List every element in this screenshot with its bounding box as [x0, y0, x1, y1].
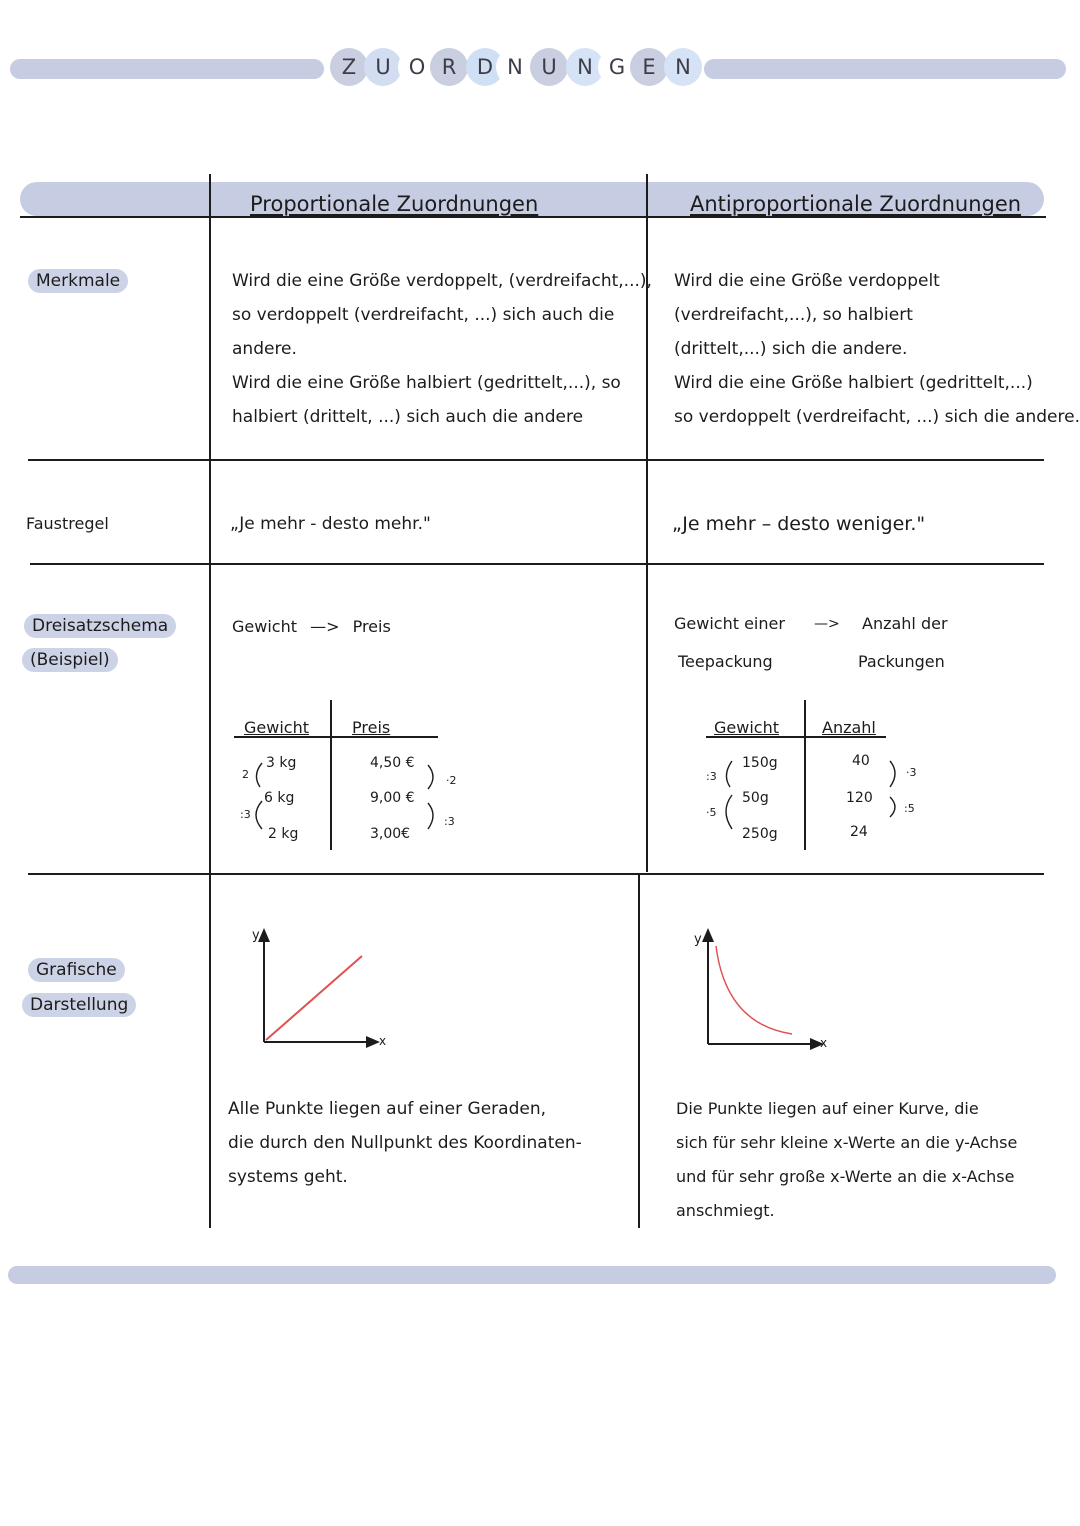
graph-prop-axis-y: y	[252, 928, 260, 943]
title-letter: U	[364, 48, 402, 86]
text-line: (verdreifacht,...), so halbiert	[674, 305, 913, 325]
title-bar-left	[10, 59, 324, 79]
text-line: Wird die eine Größe verdoppelt, (verdreifacht,...),	[232, 271, 652, 291]
dreisatz-prop-left-value: 2 kg	[268, 826, 299, 842]
dreisatz-anti-right-value: 120	[846, 790, 873, 806]
graph-proportional	[248, 924, 398, 1054]
row-label-beispiel: (Beispiel)	[22, 648, 118, 672]
text-line: Die Punkte liegen auf einer Kurve, die	[676, 1099, 979, 1118]
title-letter: U	[530, 48, 568, 86]
dreisatz-prop-left-op: 2	[242, 768, 249, 781]
mapping-from: Gewicht	[232, 617, 297, 636]
title-letter: N	[664, 48, 702, 86]
table-divider-left	[209, 174, 211, 1228]
dreisatz-anti-left-value: 250g	[742, 826, 778, 842]
text-line: und für sehr große x-Werte an die x-Achse	[676, 1167, 1015, 1186]
faustregel-antiproportional: „Je mehr – desto weniger."	[672, 513, 926, 535]
dreisatz-anti-mapping-to-1: Anzahl der	[862, 614, 948, 633]
title-letter: G	[598, 48, 636, 86]
text-line: so verdoppelt (verdreifacht, ...) sich die andere.	[674, 407, 1080, 427]
row-label-darstellung: Darstellung	[22, 993, 136, 1017]
dreisatz-anti-left-op: ·5	[706, 806, 717, 819]
title-letter: R	[430, 48, 468, 86]
header-underline	[20, 216, 1046, 218]
text-line: so verdoppelt (verdreifacht, ...) sich auch die	[232, 305, 615, 325]
row-divider-2	[30, 563, 1044, 565]
text-line: sich für sehr kleine x-Werte an die y-Achse	[676, 1133, 1018, 1152]
dreisatz-anti-col2: Anzahl	[822, 718, 876, 737]
dreisatz-anti-left-value: 150g	[742, 755, 778, 771]
row-label-grafische: Grafische	[28, 958, 125, 982]
dreisatz-anti-right-op: :5	[904, 802, 915, 815]
dreisatz-prop-left-value: 6 kg	[264, 790, 295, 806]
dreisatz-prop-col1: Gewicht	[244, 718, 309, 737]
title-bar-right	[704, 59, 1066, 79]
dreisatz-prop-left-value: 3 kg	[266, 755, 297, 771]
title-letter: E	[630, 48, 668, 86]
dreisatz-prop-right-value: 9,00 €	[370, 790, 415, 806]
dreisatz-anti-col1: Gewicht	[714, 718, 779, 737]
row-label-faustregel: Faustregel	[26, 514, 109, 533]
dreisatz-anti-left-op: :3	[706, 770, 717, 783]
dreisatz-anti-left-value: 50g	[742, 790, 769, 806]
title-letter: N	[496, 48, 534, 86]
graph-curve-antiproportional	[716, 946, 792, 1034]
dreisatz-prop-left-op: :3	[240, 808, 251, 821]
row-divider-3	[28, 873, 1044, 875]
text-line: (drittelt,...) sich die andere.	[674, 339, 908, 359]
dreisatz-anti-right-value: 24	[850, 824, 868, 840]
faustregel-proportional: „Je mehr - desto mehr."	[230, 514, 431, 534]
text-line: systems geht.	[228, 1167, 348, 1187]
dreisatz-anti-brackets	[718, 755, 918, 850]
text-line: Wird die eine Größe halbiert (gedrittelt,...), so	[232, 373, 621, 393]
dreisatz-anti-right-value: 40	[852, 753, 870, 769]
dreisatz-prop-brackets	[248, 755, 448, 850]
dreisatz-prop-right-op: :3	[444, 815, 455, 828]
grafik-antiproportional-text	[676, 1092, 1017, 1228]
title-letter: D	[466, 48, 504, 86]
row-label-merkmale: Merkmale	[28, 269, 128, 293]
header-antiproportional: Antiproportionale Zuordnungen	[690, 192, 1022, 216]
graph-anti-axis-x: x	[820, 1036, 828, 1050]
merkmale-proportional-text	[232, 264, 652, 434]
row-label-dreisatzschema: Dreisatzschema	[24, 614, 176, 638]
table-divider-middle-lower	[638, 874, 640, 1228]
text-line: die durch den Nullpunkt des Koordinaten-	[228, 1133, 582, 1153]
mapping-to: Preis	[352, 617, 391, 636]
row-divider-1	[28, 459, 1044, 461]
title-letter: Z	[330, 48, 368, 86]
text-line: anschmiegt.	[676, 1201, 775, 1220]
bottom-bar	[8, 1266, 1056, 1284]
arrow-icon: —>	[310, 617, 340, 636]
text-line: halbiert (drittelt, ...) sich auch die andere	[232, 407, 584, 427]
dreisatz-prop-right-value: 3,00€	[370, 826, 411, 842]
title-letter: O	[398, 48, 436, 86]
dreisatz-prop-right-value: 4,50 €	[370, 755, 415, 771]
text-line: andere.	[232, 339, 297, 359]
dreisatz-prop-right-op: ·2	[446, 774, 457, 787]
dreisatz-prop-mapping	[232, 610, 391, 644]
graph-anti-axis-y: y	[694, 932, 702, 947]
dreisatz-anti-mapping-to-2: Packungen	[858, 652, 945, 671]
text-line: Wird die eine Größe halbiert (gedrittelt,...)	[674, 373, 1033, 393]
graph-line-proportional	[266, 956, 362, 1040]
grafik-proportional-text	[228, 1092, 582, 1194]
dreisatz-prop-col2: Preis	[352, 718, 391, 737]
arrow-icon: —>	[814, 616, 840, 632]
merkmale-antiproportional-text	[674, 264, 1080, 434]
title-letter: N	[566, 48, 604, 86]
graph-antiproportional	[692, 924, 842, 1054]
graph-prop-axis-x: x	[379, 1034, 387, 1048]
dreisatz-anti-mapping-from-2: Teepackung	[678, 652, 773, 671]
text-line: Alle Punkte liegen auf einer Geraden,	[228, 1099, 547, 1119]
dreisatz-anti-right-op: ·3	[906, 766, 917, 779]
text-line: Wird die eine Größe verdoppelt	[674, 271, 940, 291]
dreisatz-anti-mapping-from-1: Gewicht einer	[674, 614, 785, 633]
header-proportional: Proportionale Zuordnungen	[250, 192, 539, 216]
